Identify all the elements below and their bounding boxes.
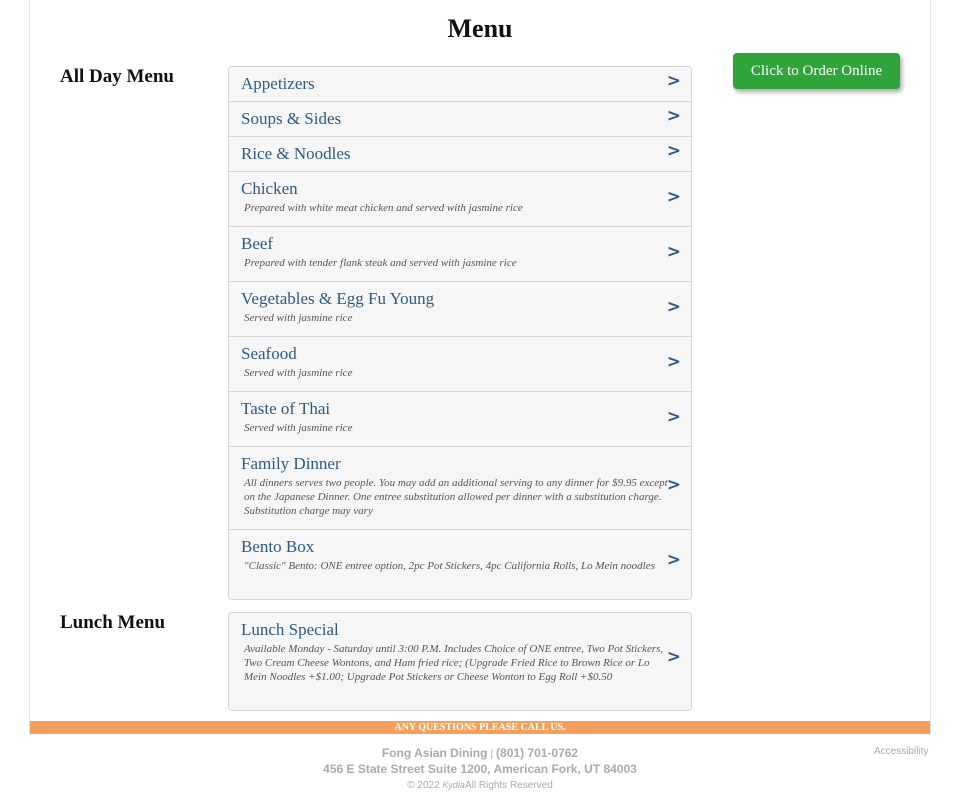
- accessibility-link[interactable]: Accessibility: [874, 746, 929, 757]
- menu-item-description: Served with jasmine rice: [244, 367, 353, 379]
- menu-item-bento-box[interactable]: [229, 530, 691, 599]
- chevron-right-icon: >: [666, 352, 681, 372]
- menu-item-name: Lunch Special: [241, 620, 339, 639]
- menu-item-name: Vegetables & Egg Fu Young: [241, 289, 435, 308]
- footer: [0, 746, 960, 793]
- menu-item-description: Available Monday - Saturday until 3:00 P.M. Includes Choice of ONE entree, Two Pot Stickers, Two Cream Cheese Wontons, and Ham fried rice; (Upgrade Fried Rice to Brown Rice or Lo Mein Noodles +$1.00; Upgrade Pot Stickers or Cheese Wonton to Egg Roll +$0.50: [244, 643, 664, 683]
- menu-item-appetizers[interactable]: [229, 67, 691, 102]
- chevron-right-icon: >: [666, 71, 681, 91]
- menu-item-description: Prepared with tender flank steak and served with jasmine rice: [244, 257, 517, 269]
- menu-item-name: Family Dinner: [241, 454, 341, 473]
- menu-item-name: Rice & Noodles: [241, 144, 351, 163]
- menu-item-description: Served with jasmine rice: [244, 422, 353, 434]
- menu-item-soups-sides[interactable]: [229, 102, 691, 137]
- menu-item-vegetables-egg-fu-young[interactable]: [229, 282, 691, 337]
- chevron-right-icon: >: [666, 106, 681, 126]
- footer-copyright: © 2022: [407, 780, 440, 791]
- chevron-right-icon: >: [666, 242, 681, 262]
- menu-item-description: All dinners serves two people. You may add an additional serving to any dinner for $9.95 except on the Japanese Dinner. One entree substitution allowed per dinner with a substitution charge. Substitution charge may vary: [244, 477, 668, 517]
- menu-item-description: Served with jasmine rice: [244, 312, 353, 324]
- menu-item-chicken[interactable]: [229, 172, 691, 227]
- chevron-right-icon: >: [666, 297, 681, 317]
- chevron-right-icon: >: [666, 647, 681, 667]
- menu-item-description: Prepared with white meat chicken and served with jasmine rice: [244, 202, 523, 214]
- menu-item-seafood[interactable]: [229, 337, 691, 392]
- chevron-right-icon: >: [666, 550, 681, 570]
- page-title: Menu: [447, 14, 513, 43]
- menu-item-name: Seafood: [241, 344, 297, 363]
- section-title-all-day: All Day Menu: [60, 66, 174, 87]
- section-title-lunch: Lunch Menu: [60, 612, 166, 633]
- menu-item-name: Taste of Thai: [241, 399, 331, 418]
- all-day-menu-list: [228, 66, 692, 600]
- menu-item-rice-noodles[interactable]: [229, 137, 691, 172]
- menu-item-name: Bento Box: [241, 537, 315, 556]
- footer-address: 456 E State Street Suite 1200, American Fork, UT 84003: [323, 762, 637, 776]
- menu-item-lunch-special[interactable]: [229, 613, 691, 710]
- chevron-right-icon: >: [666, 141, 681, 161]
- footer-phone-link[interactable]: (801) 701-0762: [496, 746, 579, 760]
- order-online-button[interactable]: Click to Order Online: [733, 53, 900, 89]
- menu-item-name: Soups & Sides: [241, 109, 342, 128]
- footer-rights: All Rights Reserved: [464, 780, 553, 791]
- lunch-menu-list: [228, 612, 692, 711]
- menu-item-description: "Classic" Bento: ONE entree option, 2pc Pot Stickers, 4pc California Rolls, Lo Mein noodles: [244, 560, 655, 572]
- chevron-right-icon: >: [666, 407, 681, 427]
- menu-item-beef[interactable]: [229, 227, 691, 282]
- footer-separator: |: [490, 749, 494, 760]
- call-us-banner: ANY QUESTIONS PLEASE CALL US.: [30, 721, 930, 734]
- menu-item-name: Chicken: [241, 179, 298, 198]
- footer-kydia-link[interactable]: Kydia: [442, 780, 465, 790]
- chevron-right-icon: >: [666, 187, 681, 207]
- footer-business-name: Fong Asian Dining: [381, 746, 488, 760]
- menu-item-family-dinner[interactable]: [229, 447, 691, 530]
- menu-item-name: Appetizers: [241, 74, 315, 93]
- menu-item-name: Beef: [241, 234, 274, 253]
- chevron-right-icon: >: [666, 475, 681, 495]
- menu-item-taste-of-thai[interactable]: [229, 392, 691, 447]
